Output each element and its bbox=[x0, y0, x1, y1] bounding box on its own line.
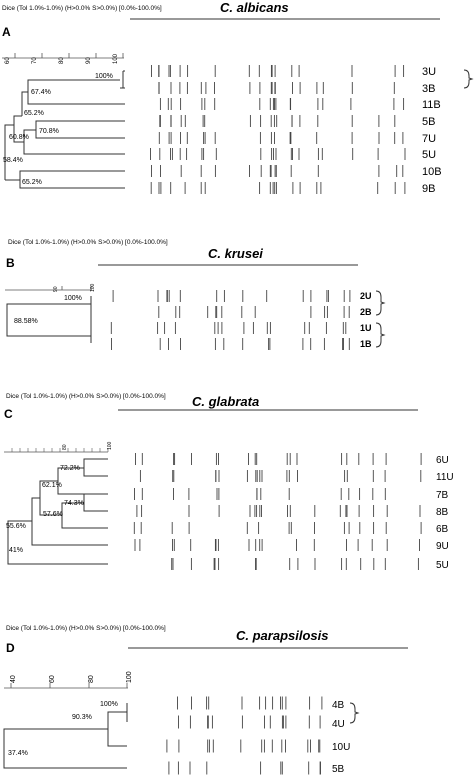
panel-c-tick-label: 80 bbox=[62, 444, 68, 450]
panel-d-tree bbox=[4, 703, 127, 768]
panel-b-node-label: 100% bbox=[64, 295, 82, 302]
panel-a-tick-label: 70 bbox=[32, 57, 38, 64]
panel-b-band-lanes bbox=[111, 290, 350, 350]
panel-a-tick-label: 100 bbox=[113, 53, 119, 64]
panel-a-node-label: 60.8% bbox=[9, 134, 29, 141]
panel-a-node-label: 58.4% bbox=[3, 157, 23, 164]
panel-a-sample-label: 5B bbox=[422, 116, 436, 128]
panel-c-node-label: 62.1% bbox=[42, 482, 62, 489]
panel-a-tick-label: 80 bbox=[59, 57, 65, 64]
panel-a-letter: A bbox=[2, 25, 11, 39]
panel-d-sample-label: 4B bbox=[332, 700, 345, 711]
panel-a-tick-label: 60 bbox=[5, 57, 11, 64]
panel-c-node-label: 57.6% bbox=[43, 511, 63, 518]
panel-a-sample-label: 9B bbox=[422, 183, 436, 195]
panel-d-species-title: C. parapsilosis bbox=[236, 628, 329, 643]
panel-b-sample-label: 2U bbox=[360, 291, 372, 301]
panel-b-sample-label: 1B bbox=[360, 339, 372, 349]
panel-c-tick-label: 100 bbox=[107, 441, 113, 450]
panel-c-node-label: 74.3% bbox=[64, 500, 84, 507]
panel-d-scale bbox=[4, 671, 133, 688]
panel-d-sample-label: 5B bbox=[332, 764, 345, 775]
panel-d-letter: D bbox=[6, 641, 15, 655]
panel-d-node-label: 37.4% bbox=[8, 750, 28, 757]
panel-a-node-label: 65.2% bbox=[22, 179, 42, 186]
panel-c-sample-label: 9U bbox=[436, 541, 449, 552]
panel-a-sample-label: 10B bbox=[422, 166, 442, 178]
panel-b-header: Dice (Tol 1.0%-1.0%) (H>0.0% S>0.0%) [0.0%-100.0%] bbox=[8, 239, 168, 246]
panel-a bbox=[2, 0, 472, 195]
panel-b-sample-label: 1U bbox=[360, 323, 372, 333]
panel-a-sample-label: 5U bbox=[422, 149, 437, 161]
panel-a-node-label: 65.2% bbox=[24, 110, 44, 117]
panel-a-tree bbox=[5, 71, 125, 188]
panel-d-tick-label: 80 bbox=[88, 675, 95, 683]
panel-c-letter: C bbox=[4, 407, 13, 421]
panel-b bbox=[5, 239, 384, 350]
panel-c-species-title: C. glabrata bbox=[192, 394, 260, 409]
panel-b-tick-label: 100 bbox=[90, 283, 96, 292]
panel-d-tick-label: 40 bbox=[10, 675, 17, 683]
panel-b-pair-bracket bbox=[376, 323, 384, 347]
panel-b-pair-bracket bbox=[376, 291, 384, 315]
panel-c-sample-label: 8B bbox=[436, 507, 449, 518]
panel-b-letter: B bbox=[6, 256, 15, 270]
panel-a-header: Dice (Tol 1.0%-1.0%) (H>0.0% S>0.0%) [0.0%-100.0%] bbox=[2, 5, 162, 12]
panel-a-sample-label: 3B bbox=[422, 83, 436, 95]
panel-c bbox=[4, 393, 454, 571]
panel-a-scale bbox=[2, 53, 124, 64]
panel-d-tick-label: 100 bbox=[126, 671, 133, 683]
panel-a-sample-label: 3U bbox=[422, 66, 437, 78]
panel-d-header: Dice (Tol 1.0%-1.0%) (H>0.0% S>0.0%) [0.0%-100.0%] bbox=[6, 625, 166, 632]
panel-a-pair-bracket bbox=[464, 70, 472, 88]
panel-b-species-title: C. krusei bbox=[208, 246, 263, 261]
panel-c-sample-label: 6B bbox=[436, 524, 449, 535]
panel-d-sample-label: 10U bbox=[332, 742, 351, 753]
panel-c-sample-label: 7B bbox=[436, 490, 449, 501]
panel-a-sample-label: 7U bbox=[422, 133, 437, 145]
panel-d-sample-label: 4U bbox=[332, 719, 345, 730]
panel-a-tick-label: 90 bbox=[86, 57, 92, 64]
panel-c-sample-label: 5U bbox=[436, 560, 449, 571]
panel-a-node-label: 67.4% bbox=[31, 89, 51, 96]
panel-b-sample-label: 2B bbox=[360, 307, 372, 317]
panel-c-node-label: 41% bbox=[9, 547, 24, 554]
panel-a-sample-label: 11B bbox=[422, 99, 441, 111]
panel-b-scale bbox=[5, 283, 96, 292]
panel-d-band-lanes bbox=[167, 697, 322, 775]
panel-c-header: Dice (Tol 1.0%-1.0%) (H>0.0% S>0.0%) [0.0%-100.0%] bbox=[6, 393, 166, 400]
panel-c-band-lanes bbox=[134, 453, 421, 570]
panel-c-sample-label: 6U bbox=[436, 455, 449, 466]
panel-d bbox=[4, 625, 408, 775]
panel-d-node-label: 100% bbox=[100, 701, 118, 708]
panel-c-scale bbox=[4, 441, 113, 452]
panel-a-node-label: 70.8% bbox=[39, 128, 59, 135]
panel-c-node-label: 72.2% bbox=[60, 465, 80, 472]
panel-d-node-label: 90.3% bbox=[72, 714, 92, 721]
panel-d-tick-label: 60 bbox=[49, 675, 56, 683]
panel-a-node-label: 100% bbox=[95, 73, 113, 80]
panel-c-sample-label: 11U bbox=[436, 472, 454, 483]
panel-b-node-label: 88.58% bbox=[14, 318, 38, 325]
panel-a-species-title: C. albicans bbox=[220, 0, 289, 15]
panel-c-node-label: 55.6% bbox=[6, 523, 26, 530]
panel-b-tick-label: 90 bbox=[53, 286, 59, 292]
panel-d-pair-bracket bbox=[350, 703, 358, 723]
panel-a-band-lanes bbox=[151, 65, 406, 194]
